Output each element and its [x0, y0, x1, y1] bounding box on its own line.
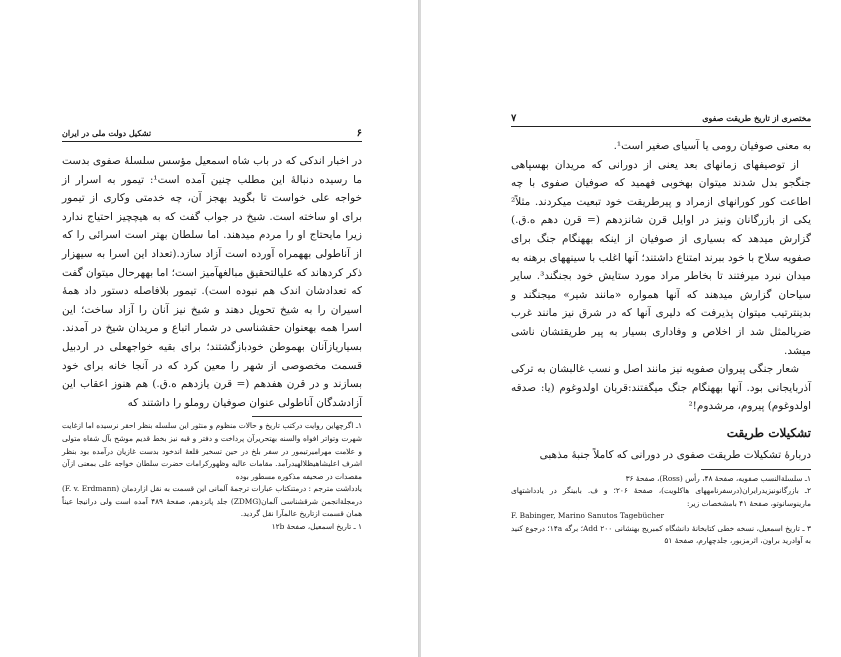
left-page-body — [62, 128, 362, 534]
right-footnote: ۱ـ سلسلةالنسب صفویه، صفحهٔ ۴۸، رأس (Ross)، صفحهٔ ۳۶ — [625, 473, 811, 483]
left-running-head: تشکیل دولت ملی در ایران — [62, 128, 152, 138]
right-page — [421, 0, 841, 657]
right-paragraph: به معنی صوفیان رومی یا آسیای صغیر است¹. — [613, 140, 811, 152]
footnote-rule — [701, 469, 811, 470]
right-footnote: ۳ ـ تاریخ اسمعیل، نسخه خطی کتابخانهٔ دانشگاه کمبریج بهنشانی ۲۰۰ Add؛ برگه ۱۴a؛ درجوع کنید به آوادرید براون، اثرمزبور، جلدچهارم، صفحهٔ ۵۱ — [511, 523, 811, 546]
section-paragraph: دربارهٔ تشکیلات طریقت صفوی در دورانی که کاملاً جنبهٔ مذهبی — [539, 448, 811, 461]
right-paragraph: از توصیفهای زمانهای بعد یعنی از دورانی که مریدان بهسپاهی جنگجو بدل شدند میتوان بهخوبی فهمید که صوفیان صفوی با چه اطاعت کور کورانهای ازمراد و پیرطریقت خود تبعیت میکردند. مثلاً² یکی از بازرگانان ونیز در اوایل قرن شانزدهم (= قرن دهم ه.ق.) گزارش میدهد که بسیاری از صوفیان از اینکه بههنگام جنگ برای صفویه سلاح با خود ببرند امتناع داشتند؛ آنها اغلب با سینههای برهنه به میدان نبرد میرفتند تا بخاطر مراد مورد ستایش خود بجنگند³. سایر سیاحان گزارش میدهند که آنها همواره «مانند شیر» میجنگند و بدینترتیب میتوان پذیرفت که دلیری آنها که در شرق نیز مانند غرب ضربالمثل شد از اخلاص و وفاداری بسیار به پیر طریقتشان ناشی میشد. — [511, 158, 812, 357]
right-footnote: ۲ـ بازرگانونیزیدرایران(درسفرنامههای هاکلویت)، صفحهٔ ۲۰۶؛ و ف. بابینگر در یادداشتهای مارینوسانوتو، صفحهٔ ۴۱ بامشخصات زیر: — [511, 486, 811, 508]
left-footnote: ۱ ـ تاریخ اسمعیل، صفحهٔ ۱۲b — [271, 522, 362, 532]
right-running-head: مختصری از تاریخ طریقت صفوی — [702, 113, 811, 123]
left-page-header — [62, 128, 362, 142]
right-page-header — [511, 113, 811, 127]
left-footnote: ۱ـ اگرچهاین روایت درکتب تاریخ و حالات منظوم و منثور این سلسله بنظر احقر نرسیده اما ازغایت شهرت وتواتر افواه والسنه بهتحریرآن پرداخت و دفتر و قبه نیز بخط قدیم موشح بآل شفاه متولی و علامت مهرامیرتیمور در سفر بلخ در حین تسخیر قلعهٔ اندخود بدست غازیان درآمده بود بنظر اشرف اعلیشاهیظلالهیدرآمد. مقامات عالیه وظهورکرامات حضرت سلطان خواجه علی بمعنی ازآن مقصدات در صحیفه مذکوره مسطور بوده — [62, 421, 362, 481]
left-page — [0, 0, 419, 657]
left-footnote: یادداشت مترجم : درمتنکتاب عبارات ترجمهٔ آلمانی این قسمت به نقل ازاردمان (F. v. Erdmann) درمجلةانجمن شرقشناسی آلمان(ZDMG) جلد پانزدهم، صفحهٔ ۴۸۹ آمده است ولی درانیجا عیناً همان قسمت ازتاریخ عالمآرا نقل گردید. — [62, 484, 363, 519]
right-page-number: ۷ — [511, 113, 517, 124]
right-footnote-latin: F. Babinger, Marino Sanutos Tagebücher — [511, 511, 665, 521]
left-page-number: ۶ — [356, 128, 362, 139]
right-page-body — [511, 113, 811, 548]
footnote-rule — [252, 416, 362, 417]
left-paragraph: در اخبار اندکی که در باب شاه اسمعیل مؤسس سلسلهٔ صفوی بدست ما رسیده دنبالهٔ این مطلب چنین آمده است¹: تیمور به اسرار از خواجه علی خواست تا بگوید بهجز آن، چه خدمتی وکاری از تیمور برای او ساخته است. شیخ در جواب گفت که به هیچچیز احتیاج ندارد زیرا مایحتاج او را مردم میدهند. اما سلطان بهتر است اسرائی را که از آناطولی بههمراه آورده است آزاد سازد.(تعداد این اسرا به سیهزار ذکر کردهاند که علیالتحقیق مبالغهآمیز است؛ اما بههرحال میتوان گفت که تعدادشان اندک هم نبوده است). تیمور بلافاصله دستور داد همهٔ اسیران را به شیخ تحویل دهند و شیخ نیز آنان را آزاد ساخت؛ این اسرا همه بهعنوان حقشناسی در شمار اتباع و مریدان شیخ در آمدند. بسیاریازآنان بهموطن خودبازگشتند؛ برای بقیه خواجهعلی در اردبیل قسمت مخصوصی از شهر را معین کرد که در آنجا خانه برای خود بسازند و در قرن هفدهم (= قرن یازدهم ه.ق.) هم هنوز اعقاب این آزادشدگان آناطولی عنوان صوفیان روملو را داشتند که — [62, 155, 362, 409]
right-paragraph: شعار جنگی پیروان صفویه نیز مانند اصل و نسب غالبشان به ترکی آذربایجانی بود. آنها بههنگام جنگ میگفتند:قربان اولدوغوم (یا: صدقه اولدوغوم) پیروم، مرشدوم!² — [511, 363, 811, 413]
section-title: تشکیلات طریقت — [726, 425, 811, 440]
